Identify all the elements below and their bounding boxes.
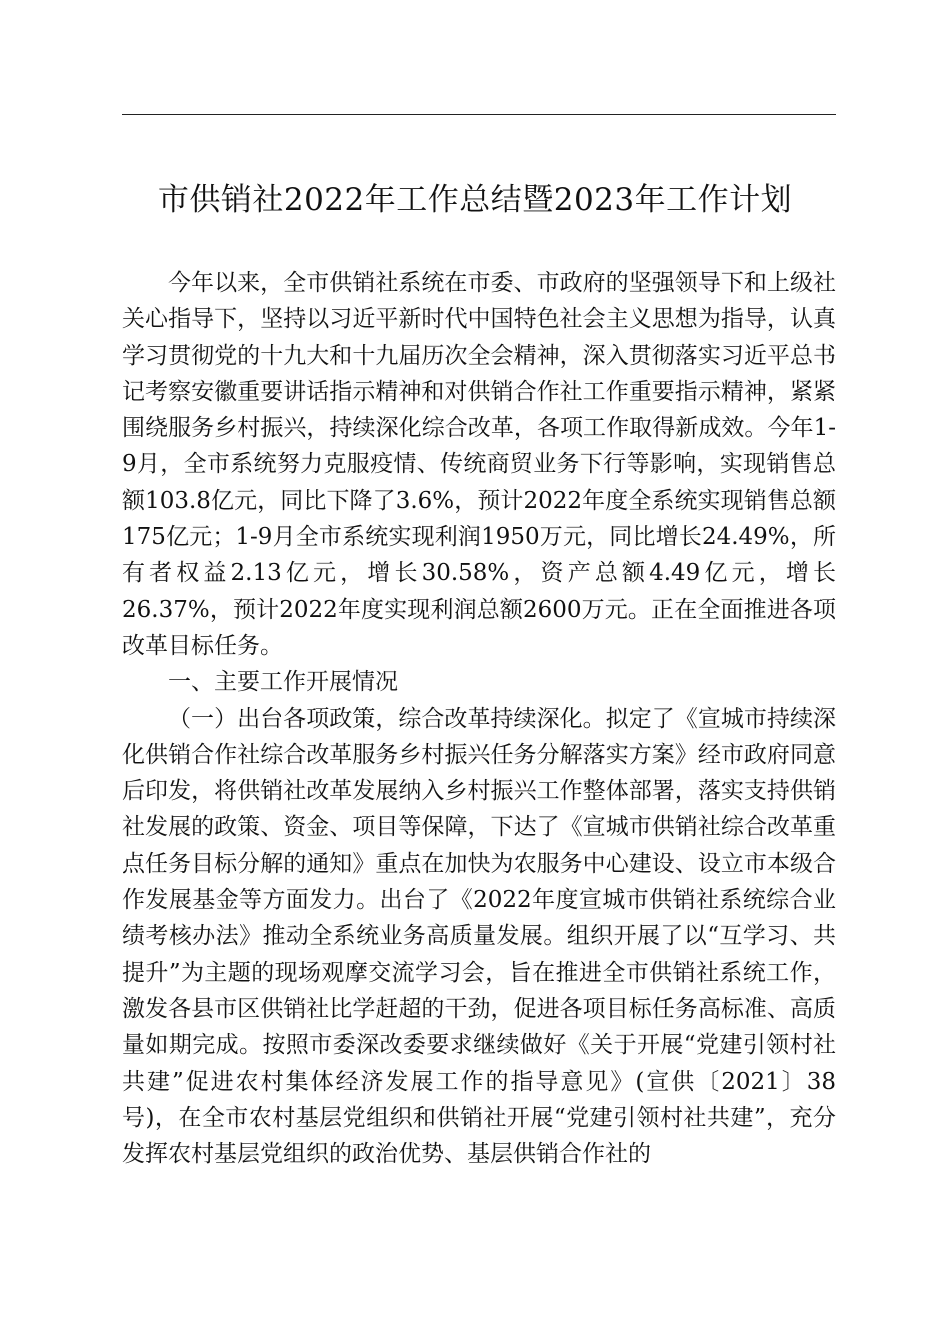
header-rule xyxy=(122,114,836,115)
section-heading: 一、主要工作开展情况 xyxy=(168,669,398,696)
document-title: 市供销社2022年工作总结暨2023年工作计划 xyxy=(157,182,793,218)
intro-paragraph: 今年以来，全市供销社系统在市委、市政府的坚强领导下和上级社关心指导下，坚持以习近平新时代中国特色社会主义思想为指导，认真学习贯彻党的十九大和十九届历次全会精神，深入贯彻落实习近平总书记考察安徽重要讲话指示精神和对供销合作社工作重要指示精神，紧紧围绕服务乡村振兴，持续深化综合改革，各项工作取得新成效。今年1-9月，全市系统努力克服疫情、传统商贸业务下行等影响，实现销售总额103.8亿元，同比下降了3.6%，预计2022年度全系统实现销售总额175亿元；1-9月全市系统实现利润1950万元，同比增长24.49%，所有者权益2.13亿元，增长30.58%，资产总额4.49亿元，增长26.37%，预计2022年度实现利润总额2600万元。正在全面推进各项改革目标任务。 xyxy=(122,270,836,659)
subsection-paragraph: （一）出台各项政策，综合改革持续深化。拟定了《宣城市持续深化供销合作社综合改革服务乡村振兴任务分解落实方案》经市政府同意后印发，将供销社改革发展纳入乡村振兴工作整体部署，落实支持供销社发展的政策、资金、项目等保障，下达了《宣城市供销社综合改革重点任务目标分解的通知》重点在加快为农服务中心建设、设立市本级合作发展基金等方面发力。出台了《2022年度宣城市供销社系统综合业绩考核办法》推动全系统业务高质量发展。组织开展了以“互学习、共提升”为主题的现场观摩交流学习会，旨在推进全市供销社系统工作，激发各县市区供销社比学赶超的干劲，促进各项目标任务高标准、高质量如期完成。按照市委深改委要求继续做好《关于开展“党建引领村社共建”促进农村集体经济发展工作的指导意见》(宣供〔2021〕38号)，在全市农村基层党组织和供销社开展“党建引领村社共建”，充分发挥农村基层党组织的政治优势、基层供销合作社的 xyxy=(122,705,836,1168)
document-body xyxy=(122,265,836,1172)
